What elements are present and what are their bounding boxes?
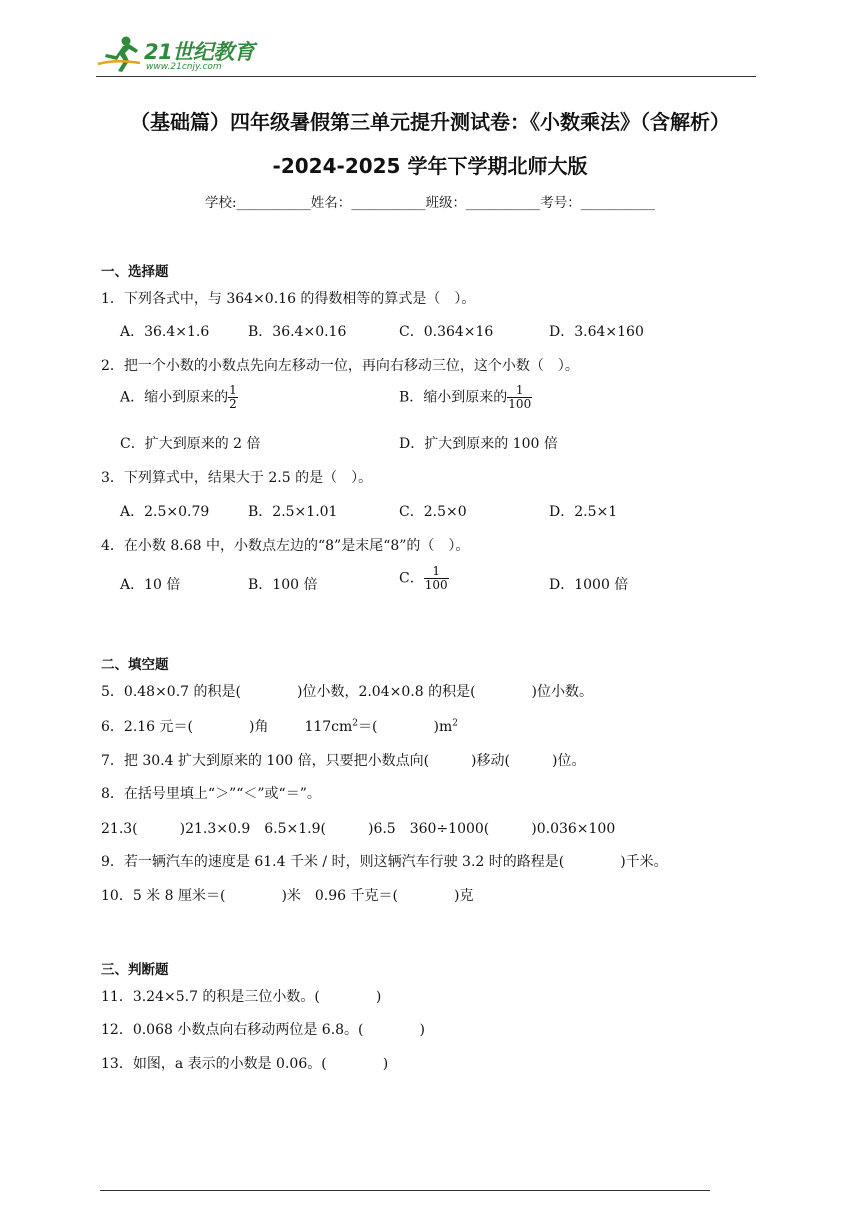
q1-option-b: B．36.4×0.16 [248,324,347,340]
page-title: （基础篇）四年级暑假第三单元提升测试卷：《小数乘法》（含解析） [130,110,730,134]
q2-option-b-label: B．缩小到原来的 [399,389,508,406]
q6-part-a: 6．2.16 元＝( )角 [101,719,269,735]
q3-option-b: B．2.5×1.01 [248,504,338,520]
question-10: 10．5 米 8 厘米＝( )米 0.96 千克＝( )克 [101,888,474,904]
q2-option-a-label: A．缩小到原来的 [120,389,229,406]
q1-option-a: A．36.4×1.6 [120,324,210,340]
question-13: 13．如图，a 表示的小数是 0.06。( ) [101,1056,389,1072]
q2-option-a [120,384,238,411]
q1-option-d: D．3.64×160 [549,324,644,340]
question-5: 5．0.48×0.7 的积是( )位小数，2.04×0.8 的积是( )位小数。 [101,684,593,700]
question-2: 2．把一个小数的小数点先向左移动一位，再向右移动三位，这个小数（ ）。 [101,358,579,374]
question-8: 8．在括号里填上“＞”“＜”或“＝”。 [101,786,321,802]
q2-option-d: D．扩大到原来的 100 倍 [399,436,558,452]
q6-part-b-exponent: 2 [352,718,359,729]
fraction-denominator: 2 [229,397,237,412]
question-7: 7．把 30.4 扩大到原来的 100 倍，只要把小数点向( )移动( )位。 [101,753,586,769]
q2-option-b [399,384,532,411]
q4-option-b: B．100 倍 [248,577,318,593]
q3-option-d: D．2.5×1 [549,504,618,520]
q6-part-c: ＝( )m [358,719,453,735]
fraction-numerator: 1 [424,565,449,579]
question-12: 12．0.068 小数点向右移动两位是 6.8。( ) [101,1022,425,1038]
q1-option-c: C．0.364×16 [399,324,494,340]
fraction-denominator: 100 [424,578,448,593]
q2-option-c: C．扩大到原来的 2 倍 [120,436,261,452]
site-logo [96,34,266,78]
header-divider [96,76,756,77]
q4-option-c-label: C． [399,570,424,587]
question-4: 4．在小数 8.68 中，小数点左边的“8”是末尾“8”的（ ）。 [101,538,470,554]
page-subtitle: -2024-2025 学年下学期北师大版 [272,154,588,178]
logo-title: 21世纪教育 [144,40,255,64]
section-heading-choice: 一、选择题 [101,264,169,280]
q4-option-a: A．10 倍 [120,577,181,593]
q4-option-d: D．1000 倍 [549,577,629,593]
question-11: 11．3.24×5.7 的积是三位小数。( ) [101,989,382,1005]
section-heading-fill: 二、填空题 [101,657,169,673]
fraction-numerator: 1 [229,383,237,397]
student-info-line: 学校:___________姓名：___________班级：___________考号：___________ [204,195,656,211]
section-heading-judge: 三、判断题 [101,962,169,978]
fraction-numerator: 1 [507,384,532,398]
q3-option-c: C．2.5×0 [399,504,467,520]
fraction-one-half [228,384,238,411]
footer-divider [100,1190,710,1191]
fraction-denominator: 100 [508,397,532,412]
q3-option-a: A．2.5×0.79 [120,504,210,520]
question-6 [101,716,458,736]
question-8-items: 21.3( )21.3×0.9 6.5×1.9( )6.5 360÷1000( )0.036×100 [101,821,616,837]
fraction-one-hundredth [424,565,449,592]
q6-part-b: 117cm [304,719,353,735]
fraction-one-hundredth [507,384,532,411]
question-1: 1．下列各式中，与 364×0.16 的得数相等的算式是（ ）。 [101,291,476,307]
logo-url: www.21cnjy.com [146,62,222,72]
question-9: 9．若一辆汽车的速度是 61.4 千米 / 时，则这辆汽车行驶 3.2 时的路程是( )千米。 [101,854,668,870]
question-3: 3．下列算式中，结果大于 2.5 的是（ ）。 [101,470,373,486]
q6-part-c-exponent: 2 [452,718,458,729]
q4-option-c [399,565,449,592]
runner-logo-icon [96,34,144,74]
